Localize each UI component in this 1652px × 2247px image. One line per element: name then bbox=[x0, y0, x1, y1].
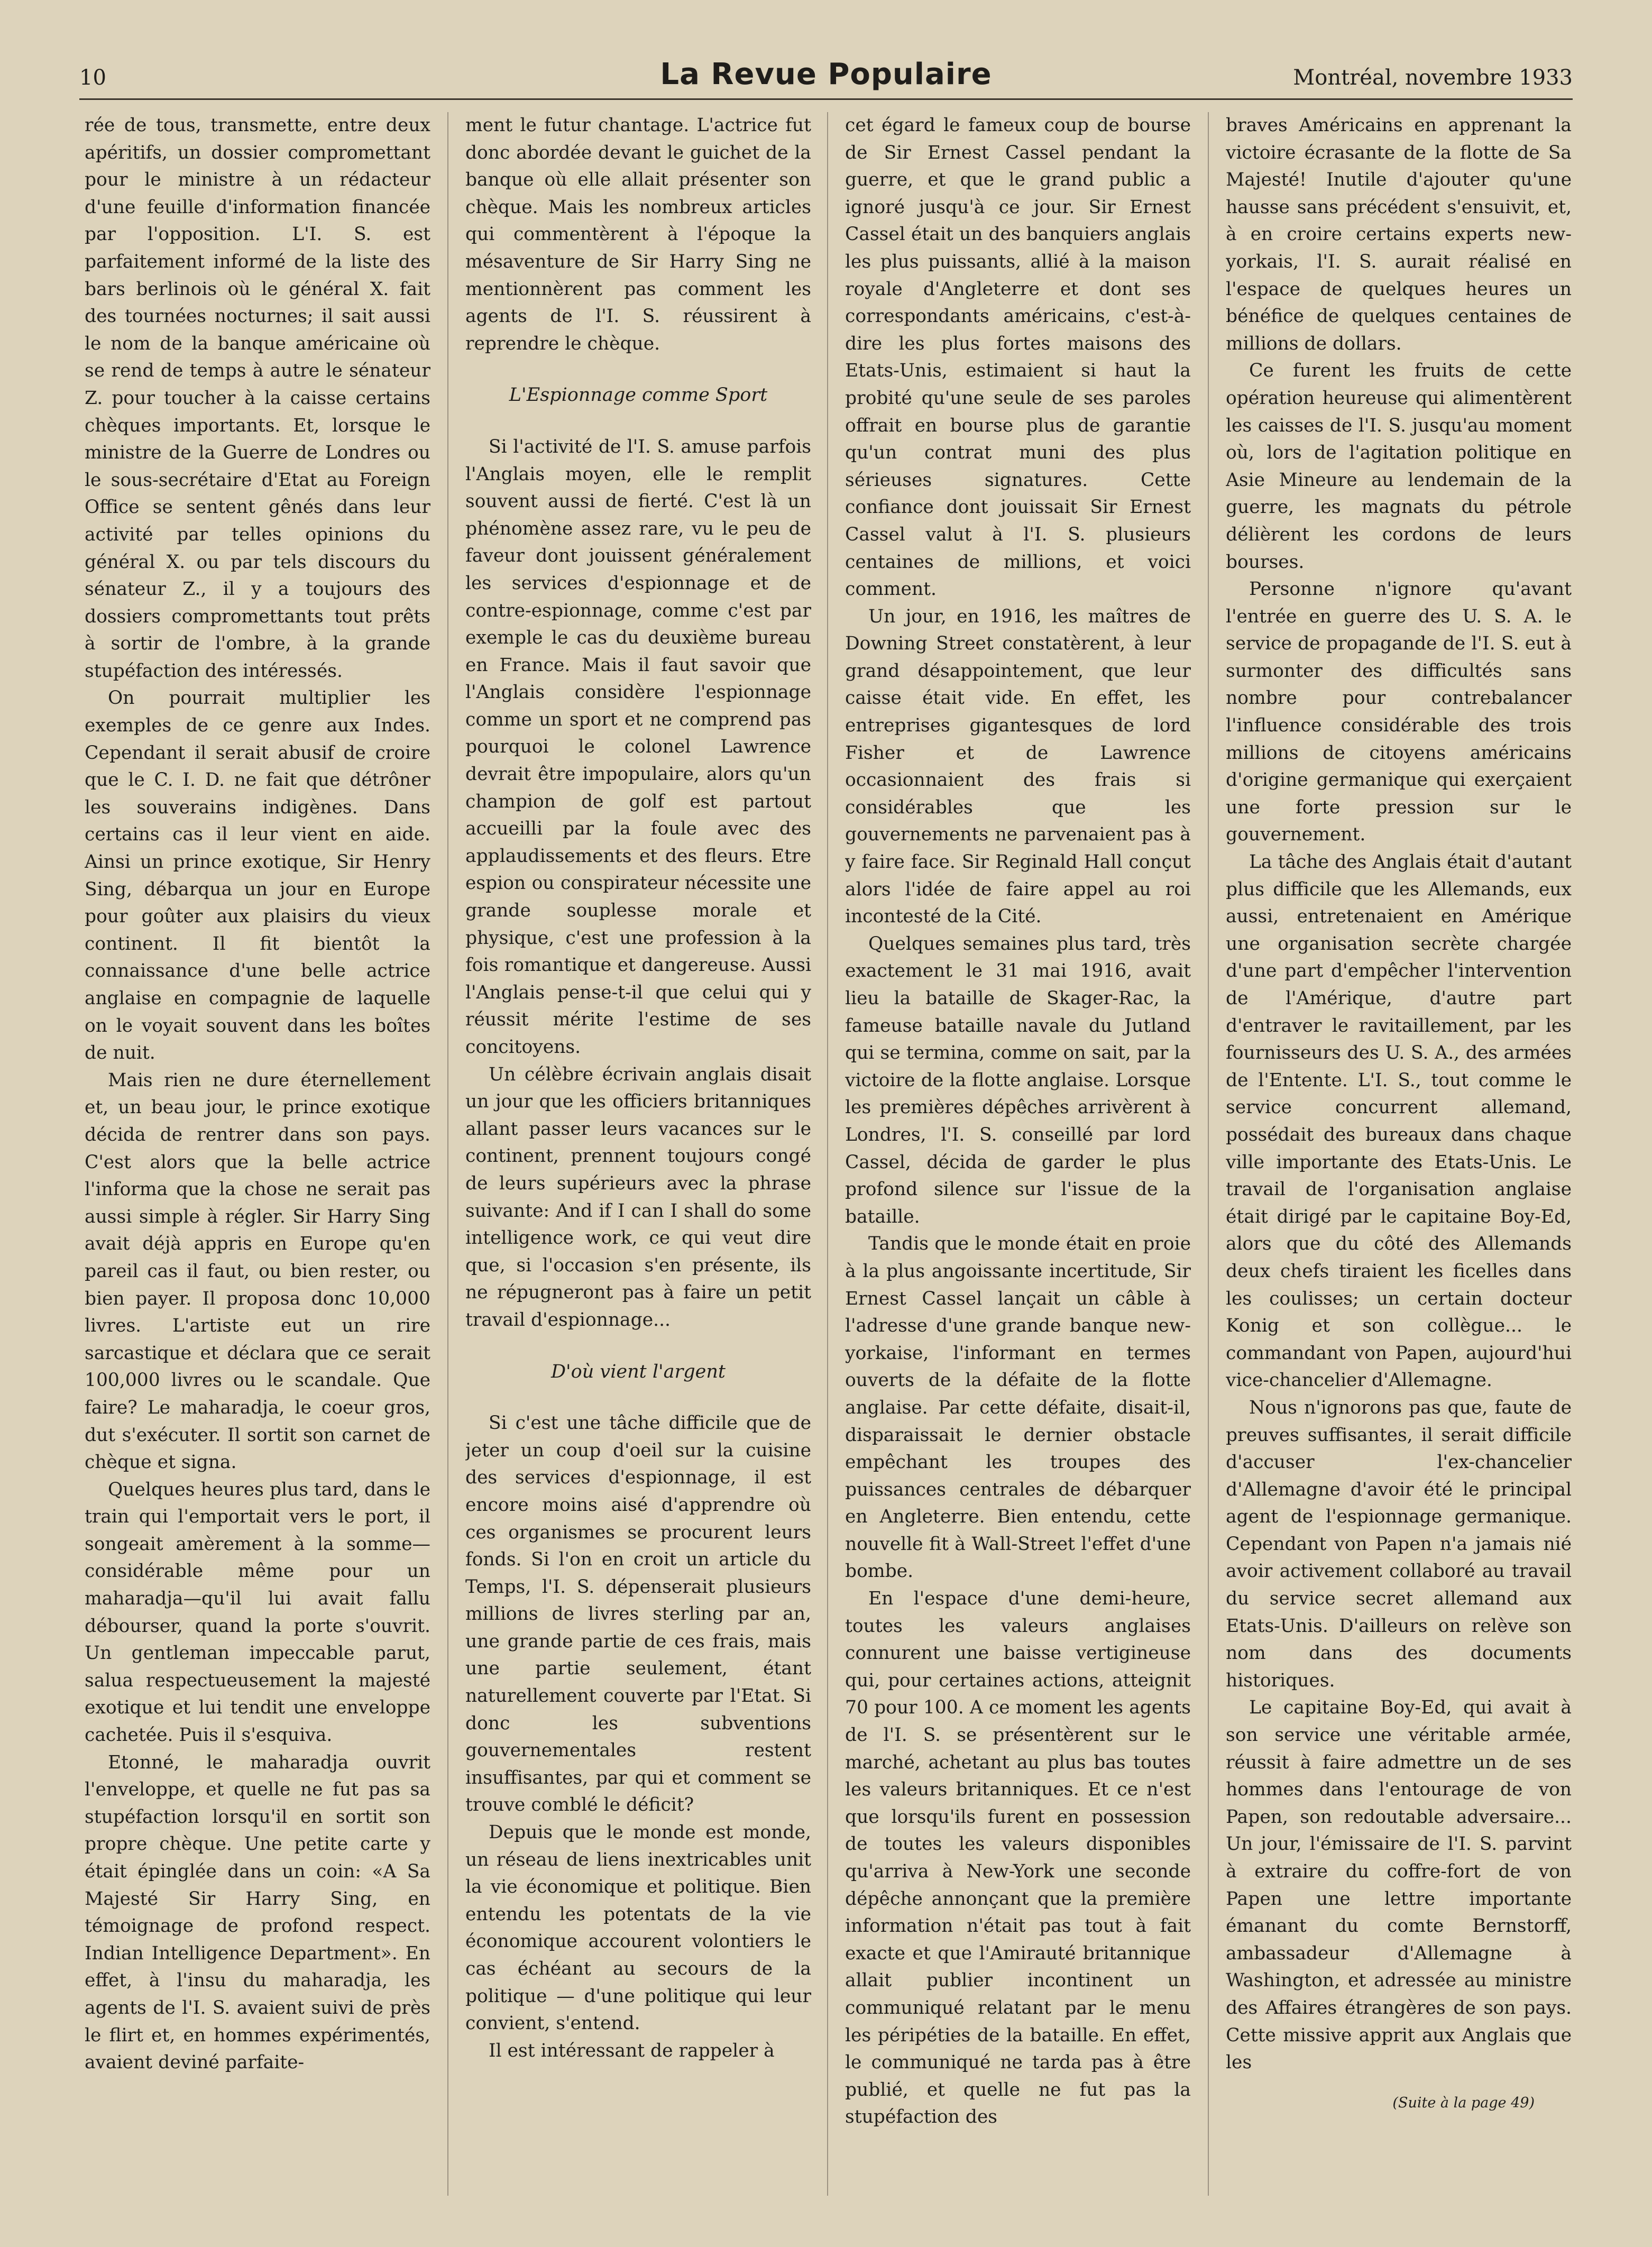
article-paragraph: Un jour, en 1916, les maîtres de Downing Street constatèrent, à leur grand désappointement, que leur caisse était vide. En effet, les entreprises gigantesques de lord Fisher et de Lawrence occasionnaient des frais si considérables que les gouvernements ne parvenaient pas à y faire face. Sir Reginald Hall conçut alors l'idée de faire appel au roi incontesté de la Cité. bbox=[845, 606, 1191, 928]
article-paragraph: Tandis que le monde était en proie à la plus angoissante incertitude, Sir Ernest Cassel lançait un câble à l'adresse d'une grande banque new-yorkaise, l'informant en termes ouverts de la défaite de la flotte anglaise. Par cette défaite, disait-il, disparaissait le dernier obstacle empêchant les troupes des puissances centrales de débarquer en Angleterre. Bien entendu, cette nouvelle fit à Wall-Street l'effet d'une bombe. bbox=[845, 1233, 1191, 1582]
article-column-4 bbox=[1226, 112, 1572, 2185]
article-paragraph: En l'espace d'une demi-heure, toutes les valeurs anglaises connurent une baisse vertigineuse qui, pour certaines actions, atteignit 70 pour 100. A ce moment les agents de l'I. S. se présentèrent sur le marché, achetant au plus bas toutes les valeurs britanniques. Et ce n'est que lorsqu'ils furent en possession de toutes les valeurs disponibles qu'arriva à New-York une seconde dépêche annonçant que la première information n'était pas tout à fait exacte et que l'Amirauté britannique allait publier incontinent un communiqué relatant par le menu les péripéties de la bataille. En effet, le communiqué ne tarda pas à être publié, et quelle ne fut pas la stupéfaction des bbox=[845, 1588, 1191, 2128]
article-column-3 bbox=[845, 112, 1191, 2185]
article-paragraph: Nous n'ignorons pas que, faute de preuves suffisantes, il serait difficile d'accuser l'ex-chancelier d'Allemagne d'avoir été le principal agent de l'espionnage germanique. Cependant von Papen n'a jamais nié avoir activement collaboré au travail du service secret allemand aux Etats-Unis. D'ailleurs on relève son nom dans des documents historiques. bbox=[1226, 1397, 1572, 1691]
article-paragraph: Le capitaine Boy-Ed, qui avait à son service une véritable armée, réussit à faire admettre un de ses hommes dans l'entourage de von Papen, son redoutable adversaire... Un jour, l'émissaire de l'I. S. parvint à extraire du coffre-fort de von Papen une lettre importante émanant du comte Bernstorff, ambassadeur d'Allemagne à Washington, et adressée au ministre des Affaires étrangères de son pays. Cette missive apprit aux Anglais que les bbox=[1226, 1697, 1572, 2074]
article-column-2 bbox=[465, 112, 811, 2185]
section-heading: L'Espionnage comme Sport bbox=[509, 384, 768, 406]
column-divider bbox=[1208, 112, 1209, 2196]
article-paragraph: Il est intéressant de rappeler à bbox=[489, 2040, 775, 2061]
article-paragraph: Mais rien ne dure éternellement et, un beau jour, le prince exotique décida de rentrer dans son pays. C'est alors que la belle actrice l'informa que la chose ne serait pas aussi simple à régler. Sir Harry Sing avait déjà appris en Europe qu'en pareil cas il faut, ou bien rester, ou bien payer. Il proposa donc 10,000 livres. L'artiste eut un rire sarcastique et déclara que ce serait 100,000 livres ou le scandale. Que faire? Le maharadja, le coeur gros, dut s'exécuter. Il sortit son carnet de chèque et signa. bbox=[85, 1069, 430, 1473]
article-paragraph: cet égard le fameux coup de bourse de Sir Ernest Cassel pendant la guerre, et que le grand public a ignoré jusqu'à ce jour. Sir Ernest Cassel était un des banquiers anglais les plus puissants, allié à la maison royale d'Angleterre et dont ses correspondants américains, c'est-à-dire les plus fortes maisons des Etats-Unis, estimaient si haut la probité qu'une seule de ses paroles offrait en bourse plus de garantie qu'un contrat muni des plus sérieuses signatures. Cette confiance dont jouissait Sir Ernest Cassel valut à l'I. S. plusieurs centaines de millions, et voici comment. bbox=[845, 115, 1191, 600]
article-paragraph: ment le futur chantage. L'actrice fut donc abordée devant le guichet de la banque où elle allait présenter son chèque. Mais les nombreux articles qui commentèrent à l'époque la mésaventure de Sir Harry Sing ne mentionnèrent pas comment les agents de l'I. S. réussirent à reprendre le chèque. bbox=[465, 115, 811, 354]
article-column-1 bbox=[85, 112, 430, 2185]
article-paragraph: On pourrait multiplier les exemples de ce genre aux Indes. Cependant il serait abusif de croire que le C. I. D. ne fait que détrôner les souverains indigènes. Dans certains cas il leur vient en aide. Ainsi un prince exotique, Sir Henry Sing, débarqua un jour en Europe pour goûter aux plaisirs du vieux continent. Il fit bientôt la connaissance d'une belle actrice anglaise en compagnie de laquelle on le voyait souvent dans les boîtes de nuit. bbox=[85, 687, 430, 1064]
section-heading: D'où vient l'argent bbox=[551, 1361, 726, 1382]
continuation-note: (Suite à la page 49) bbox=[1392, 2094, 1535, 2111]
article-paragraph: braves Américains en apprenant la victoire écrasante de la flotte de Sa Majesté! Inutile d'ajouter qu'une hausse sans précédent s'ensuivit, et, à en croire certains experts new-yorkais, l'I. S. aurait réalisé en l'espace de quelques heures un bénéfice de quelques centaines de millions de dollars. bbox=[1226, 115, 1572, 354]
article-paragraph: Quelques heures plus tard, dans le train qui l'emportait vers le port, il songeait amèrement à la somme—considérable même pour un maharadja—qu'il lui avait fallu débourser, quand la porte s'ouvrit. Un gentleman impeccable parut, salua respectueusement la majesté exotique et lui tendit une enveloppe cachetée. Puis il s'esquiva. bbox=[85, 1479, 430, 1746]
article-paragraph: Ce furent les fruits de cette opération heureuse qui alimentèrent les caisses de l'I. S. jusqu'au moment où, lors de l'agitation politique en Asie Mineure au lendemain de la guerre, les magnats du pétrole délièrent les cordons de leurs bourses. bbox=[1226, 360, 1572, 573]
article-paragraph: Si l'activité de l'I. S. amuse parfois l'Anglais moyen, elle le remplit souvent aussi de fierté. C'est là un phénomène assez rare, vu le peu de faveur dont jouissent généralement les services d'espionnage et de contre-espionnage, comme c'est par exemple le cas du deuxième bureau en France. Mais il faut savoir que l'Anglais considère l'espionnage comme un sport et ne comprend pas pourquoi le colonel Lawrence devrait être impopulaire, alors qu'un champion de golf est partout accueilli par la foule avec des applaudissements et des fleurs. Etre espion ou conspirateur nécessite une grande souplesse morale et physique, c'est une profession à la fois romantique et dangereuse. Aussi l'Anglais pense-t-il que celui qui y réussit mérite l'estime de ses concitoyens. bbox=[465, 436, 811, 1058]
column-divider bbox=[827, 112, 828, 2196]
article-paragraph: La tâche des Anglais était d'autant plus difficile que les Allemands, eux aussi, entretenaient en Amérique une organisation secrète chargée d'une part d'empêcher l'intervention de l'Amérique, d'autre part d'entraver le ravitaillement, par les fournisseurs des U. S. A., des armées de l'Entente. L'I. S., tout comme le service concurrent allemand, possédait des bureaux dans chaque ville importante des Etats-Unis. Le travail de l'organisation anglaise était dirigé par le capitaine Boy-Ed, alors que du côté des Allemands deux chefs tiraient les ficelles dans les coulisses; un certain docteur Konig et son collègue... le commandant von Papen, aujourd'hui vice-chancelier d'Allemagne. bbox=[1226, 851, 1572, 1391]
article-paragraph: rée de tous, transmette, entre deux apéritifs, un dossier compromettant pour le ministre à un rédacteur d'une feuille d'information financée par l'opposition. L'I. S. est parfaitement informé de la liste des bars berlinois où le général X. fait des tournées nocturnes; il sait aussi le nom de la banque américaine où se rend de temps à autre le sénateur Z. pour toucher à la caisse certains chèques importants. Et, lorsque le ministre de la Guerre de Londres ou le sous-secrétaire d'Etat au Foreign Office se sentent gênés dans leur activité par telles opinions du général X. ou par tels discours du sénateur Z., il y a toujours des dossiers compromettants tout prêts à sortir de l'ombre, à la grande stupéfaction des intéressés. bbox=[85, 115, 430, 682]
article-paragraph: Un célèbre écrivain anglais disait un jour que les officiers britanniques allant passer leurs vacances sur le continent, prennent toujours congé de leurs supérieurs avec la phrase suivante: And if I can I shall do some intelligence work, ce qui veut dire que, si l'occasion s'en présente, ils ne répugneront pas à faire un petit travail d'espionnage... bbox=[465, 1063, 811, 1331]
dateline: Montréal, novembre 1933 bbox=[1293, 66, 1573, 90]
article-paragraph: Etonné, le maharadja ouvrit l'enveloppe, et quelle ne fut pas sa stupéfaction lorsqu'il en sortit son propre chèque. Une petite carte y était épinglée dans un coin: «A Sa Majesté Sir Harry Sing, en témoignage de profond respect. Indian Intelligence Department». En effet, à l'insu du maharadja, les agents de l'I. S. avaient suivi de près le flirt et, en hommes expérimentés, avaient deviné parfaite- bbox=[85, 1751, 430, 2074]
header-rule bbox=[79, 98, 1573, 100]
article-paragraph: Depuis que le monde est monde, un réseau de liens inextricables unit la vie économique et politique. Bien entendu les potentats de la vie économique accourent volontiers le cas échéant au secours de la politique — d'une politique qui leur convient, s'entend. bbox=[465, 1822, 811, 2034]
running-header bbox=[79, 57, 1573, 94]
article-paragraph: Si c'est une tâche difficile que de jeter un coup d'oeil sur la cuisine des services d'espionnage, il est encore moins aisé d'apprendre où ces organismes se procurent leurs fonds. Si l'on en croit un article du Temps, l'I. S. dépenserait plusieurs millions de livres sterling par an, une grande partie de ces frais, mais une partie seulement, étant naturellement couverte par l'Etat. Si donc les subventions gouvernementales restent insuffisantes, par qui et comment se trouve comblé le déficit? bbox=[465, 1413, 811, 1816]
article-paragraph: Personne n'ignore qu'avant l'entrée en guerre des U. S. A. le service de propagande de l'I. S. eut à surmonter des difficultés sans nombre pour contrebalancer l'influence considérable des trois millions de citoyens américains d'origine germanique qui exerçaient une forte pression sur le gouvernement. bbox=[1226, 579, 1572, 846]
page-number: 10 bbox=[79, 66, 106, 90]
article-paragraph: Quelques semaines plus tard, très exactement le 31 mai 1916, avait lieu la bataille de Skager-Rac, la fameuse bataille navale du Jutland qui se termina, comme on sait, par la victoire de la flotte anglaise. Lorsque les premières dépêches arrivèrent à Londres, l'I. S. conseillé par lord Cassel, décida de garder le plus profond silence sur l'issue de la bataille. bbox=[845, 933, 1191, 1227]
column-divider bbox=[447, 112, 448, 2196]
publication-title: La Revue Populaire bbox=[660, 57, 992, 91]
